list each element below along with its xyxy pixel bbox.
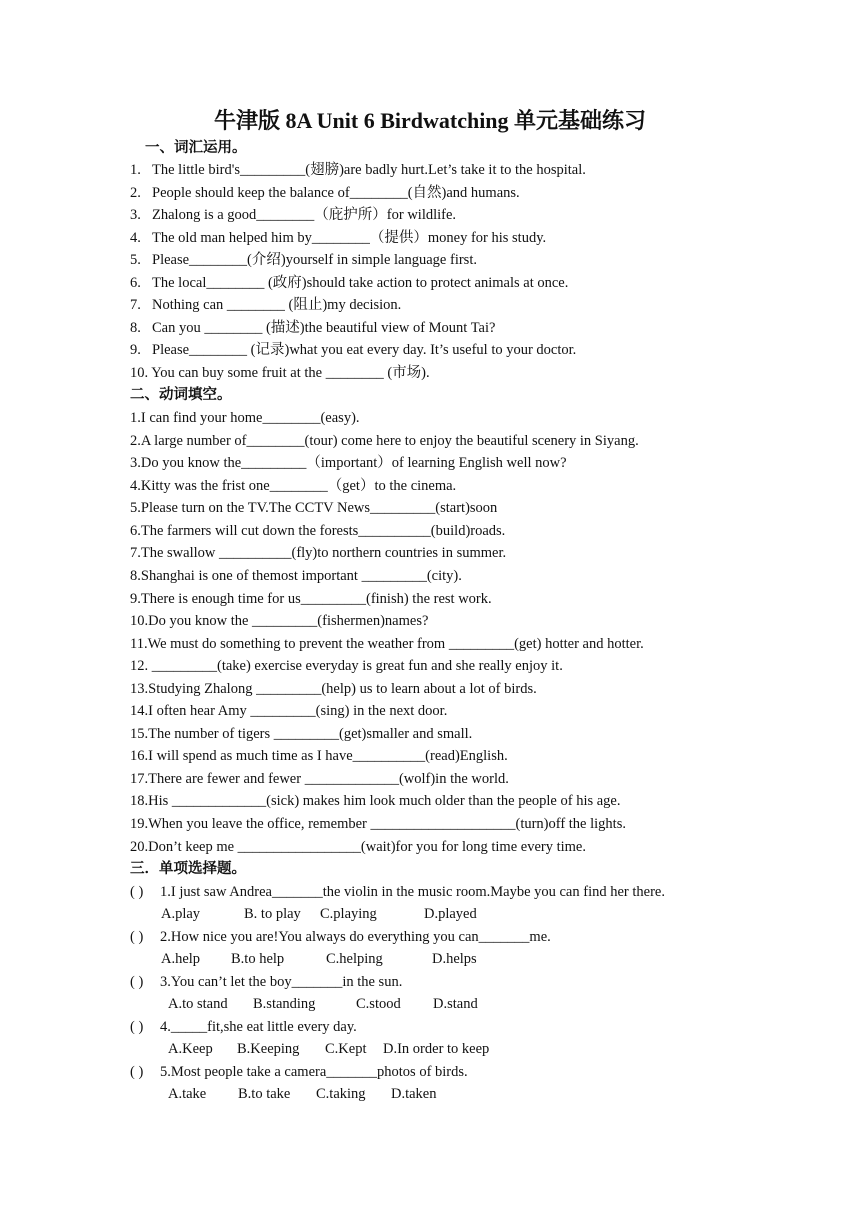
option-b: B.Keeping: [237, 1041, 300, 1057]
verb-item: 6.The farmers will cut down the forests__________(build)roads.: [130, 523, 506, 539]
item-number: 8.: [130, 320, 141, 336]
verb-item: 17.There are fewer and fewer _____________(wolf)in the world.: [130, 771, 509, 787]
verb-item: 15.The number of tigers _________(get)smaller and small.: [130, 726, 473, 742]
verb-item: 11.We must do something to prevent the weather from _________(get) hotter and hotter.: [130, 636, 644, 652]
mc-question: [130, 973, 402, 991]
section1-heading: 一、词汇运用。: [145, 140, 247, 156]
verb-item: 12. _________(take) exercise everyday is great fun and she really enjoy it.: [130, 658, 563, 674]
item-text: Please________(介绍)yourself in simple language first.: [152, 252, 477, 268]
option-d: D.taken: [391, 1086, 437, 1102]
verb-item: 18.His _____________(sick) makes him look much older than the people of his age.: [130, 793, 621, 809]
option-a: A.play: [161, 906, 201, 922]
item-number: 9.: [130, 342, 141, 358]
verb-item: 10.Do you know the _________(fishermen)names?: [130, 613, 429, 629]
item-text: The little bird's_________(翅膀)are badly hurt.Let’s take it to the hospital.: [152, 162, 586, 178]
vocab-item: [130, 206, 456, 224]
vocab-item: [130, 274, 568, 292]
verb-item: 7.The swallow __________(fly)to northern countries in summer.: [130, 545, 507, 561]
verb-item: 8.Shanghai is one of themost important _________(city).: [130, 568, 462, 584]
verb-item: 4.Kitty was the frist one________（get）to the cinema.: [130, 478, 457, 494]
question-stem: 5.Most people take a camera_______photos of birds.: [160, 1064, 468, 1080]
verb-item: 3.Do you know the_________（important）of learning English well now?: [130, 455, 567, 471]
item-number: 4.: [130, 230, 141, 246]
mc-question: [130, 883, 665, 901]
question-stem: 3.You can’t let the boy_______in the sun.: [160, 974, 403, 990]
answer-blank: ( ): [130, 929, 144, 945]
option-a: A.Keep: [168, 1041, 213, 1057]
section3-heading: 三．单项选择题。: [130, 861, 246, 877]
option-d: D.In order to keep: [383, 1041, 490, 1057]
verb-item: 13.Studying Zhalong _________(help) us to learn about a lot of birds.: [130, 681, 537, 697]
vocab-item: [130, 251, 477, 269]
vocab-item: [130, 319, 495, 337]
mc-options: [168, 1040, 489, 1058]
answer-blank: ( ): [130, 1019, 144, 1035]
page-title: 牛津版 8A Unit 6 Birdwatching 单元基础练习: [213, 108, 647, 133]
item-number: 1.: [130, 162, 141, 178]
verb-item: 16.I will spend as much time as I have__________(read)English.: [130, 748, 508, 764]
option-c: C.taking: [316, 1086, 366, 1102]
verb-item: 20.Don’t keep me _________________(wait)for you for long time every time.: [130, 839, 586, 855]
item-text: Zhalong is a good________（庇护所）for wildlife.: [152, 207, 457, 223]
vocab-item: [130, 364, 430, 382]
option-c: C.helping: [326, 951, 383, 967]
option-c: C.Kept: [325, 1041, 367, 1057]
item-text: Nothing can ________ (阻止)my decision.: [152, 297, 402, 313]
option-b: B.standing: [253, 996, 316, 1012]
option-b: B.to help: [231, 951, 285, 967]
item-text: The local________ (政府)should take action to protect animals at once.: [152, 275, 569, 291]
mc-question: [130, 1018, 357, 1036]
mc-question: [130, 1063, 468, 1081]
option-a: A.take: [168, 1086, 207, 1102]
mc-question: [130, 928, 551, 946]
vocab-item: [130, 184, 520, 202]
item-number: 3.: [130, 207, 141, 223]
option-d: D.played: [424, 906, 477, 922]
mc-options: [168, 995, 478, 1013]
question-stem: 1.I just saw Andrea_______the violin in the music room.Maybe you can find her there.: [160, 884, 665, 900]
item-text: People should keep the balance of________(自然)and humans.: [152, 185, 520, 201]
verb-item: 1.I can find your home________(easy).: [130, 410, 360, 426]
option-b: B.to take: [238, 1086, 291, 1102]
verb-item: 5.Please turn on the TV.The CCTV News_________(start)soon: [130, 500, 498, 516]
verb-item: 9.There is enough time for us_________(finish) the rest work.: [130, 591, 492, 607]
mc-options: [168, 1085, 437, 1103]
vocab-item: [130, 341, 576, 359]
item-number: 5.: [130, 252, 141, 268]
option-a: A.help: [161, 951, 201, 967]
section2-heading: 二、动词填空。: [130, 387, 232, 403]
verb-item: 19.When you leave the office, remember ____________________(turn)off the lights.: [130, 816, 626, 832]
option-b: B. to play: [244, 906, 301, 922]
item-text: 10. You can buy some fruit at the ________ (市场).: [130, 365, 430, 381]
answer-blank: ( ): [130, 884, 144, 900]
option-c: C.stood: [356, 996, 401, 1012]
verb-item: 14.I often hear Amy _________(sing) in the next door.: [130, 703, 448, 719]
option-d: D.helps: [432, 951, 477, 967]
item-text: The old man helped him by________（提供）money for his study.: [152, 230, 547, 246]
vocab-item: [130, 296, 401, 314]
question-stem: 4._____fit,she eat little every day.: [160, 1019, 357, 1035]
item-text: Please________ (记录)what you eat every day. It’s useful to your doctor.: [152, 342, 577, 358]
option-c: C.playing: [320, 906, 377, 922]
option-a: A.to stand: [168, 996, 228, 1012]
item-number: 6.: [130, 275, 141, 291]
item-number: 2.: [130, 185, 141, 201]
option-d: D.stand: [433, 996, 478, 1012]
vocab-item: [130, 229, 546, 247]
mc-options: [161, 950, 477, 968]
question-stem: 2.How nice you are!You always do everything you can_______me.: [160, 929, 551, 945]
answer-blank: ( ): [130, 1064, 144, 1080]
mc-options: [161, 905, 477, 923]
vocab-item: [130, 161, 586, 179]
item-text: Can you ________ (描述)the beautiful view of Mount Tai?: [152, 320, 496, 336]
verb-item: 2.A large number of________(tour) come here to enjoy the beautiful scenery in Siyang.: [130, 433, 639, 449]
answer-blank: ( ): [130, 974, 144, 990]
item-number: 7.: [130, 297, 141, 313]
